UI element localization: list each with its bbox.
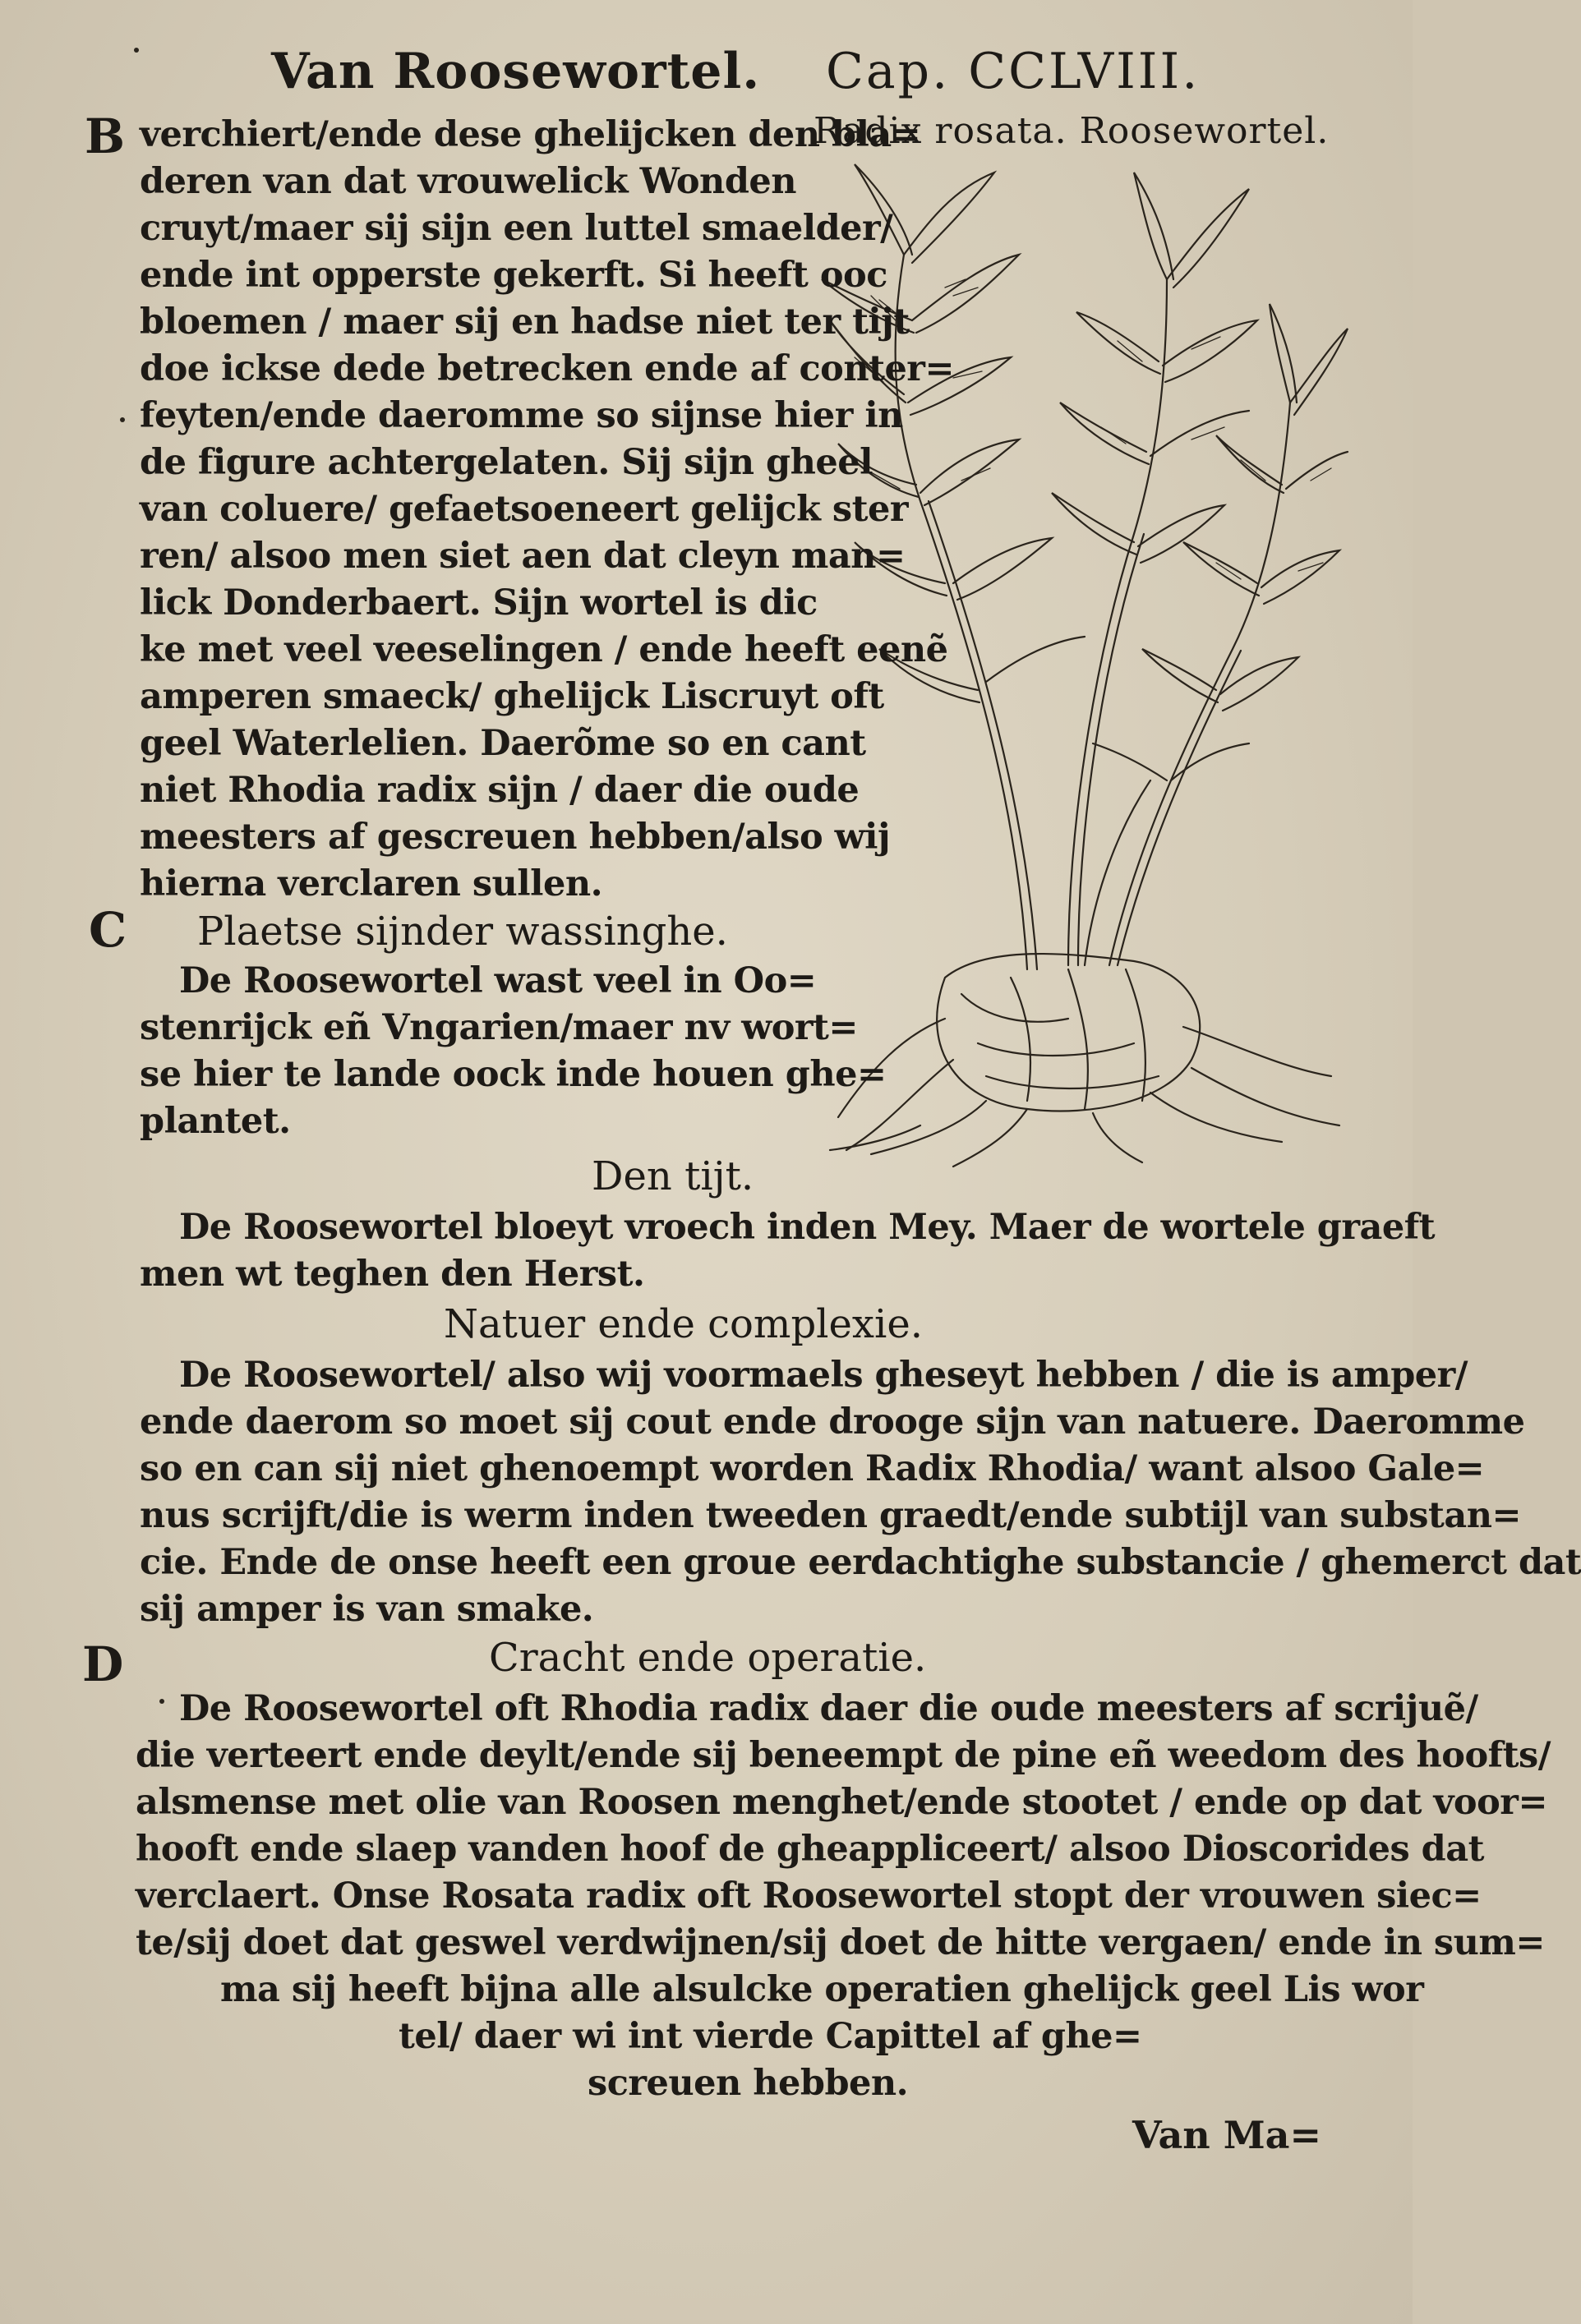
text-line: te/sij doet dat geswel verdwijnen/sij doet de hitte vergaen/ ende in sum= [136, 1922, 1545, 1963]
leaf-hatching [855, 279, 1331, 579]
text-line: cie. Ende de onse heeft een groue eerdachtighe substancie / ghemerct dat [140, 1542, 1581, 1583]
text-line: meesters af gescreuen hebben/also wij [140, 817, 891, 858]
text-line: ende int opperste gekerft. Si heeft ooc [140, 255, 887, 296]
text-line: verchiert/ende dese ghelijcken den bla= [140, 114, 921, 155]
text-line: verclaert. Onse Rosata radix oft Roosewortel stopt der vrouwen siec= [136, 1875, 1482, 1917]
text-line: nus scrijft/die is werm inden tweeden graedt/ende subtijl van substan= [140, 1495, 1521, 1536]
text-line: doe ickse dede betrecken ende af conter= [140, 348, 954, 389]
text-line: tel/ daer wi int vierde Capittel af ghe= [399, 2016, 1142, 2057]
text-line: screuen hebben. [588, 2063, 909, 2104]
text-line: geel Waterlelien. Daerõme so en cant [140, 723, 866, 764]
text-line: ende daerom so moet sij cout ende drooge sijn van natuere. Daeromme [140, 1401, 1525, 1443]
text-line: De Roosewortel wast veel in Oo= [179, 960, 817, 1001]
text-line: De Roosewortel/ also wij voormaels gheseyt hebben / die is amper/ [179, 1355, 1468, 1396]
text-line: deren van dat vrouwelick Wonden [140, 161, 797, 202]
figure-caption: Radix rosata. Roosewortel. [814, 110, 1330, 152]
text-line: stenrijck eñ Vngarien/maer nv wort= [140, 1007, 858, 1048]
text-line: se hier te lande oock inde houen ghe= [140, 1054, 887, 1095]
heading-natuer: Natuer ende complexie. [444, 1301, 924, 1347]
leaves [822, 164, 1348, 780]
catchword: Van Ma= [1132, 2113, 1321, 2157]
text-line: die verteert ende deylt/ende sij beneempt de pine eñ weedom des hoofts/ [136, 1735, 1551, 1776]
ink-speck [134, 48, 139, 53]
text-line: alsmense met olie van Roosen menghet/ende stootet / ende op dat voor= [136, 1782, 1547, 1823]
text-line: De Roosewortel bloeyt vroech inden Mey. Maer de wortele graeft [179, 1207, 1436, 1248]
text-line: lick Donderbaert. Sijn wortel is dic [140, 582, 818, 624]
text-line: plantet. [140, 1101, 291, 1142]
heading-den-tijt: Den tijt. [592, 1153, 754, 1199]
text-line: De Roosewortel oft Rhodia radix daer die oude meesters af scrijuẽ/ [179, 1688, 1478, 1729]
text-line: cruyt/maer sij sijn een luttel smaelder/ [140, 208, 893, 249]
text-line: van coluere/ gefaetsoeneert gelijck ster [140, 489, 908, 530]
stems [896, 255, 1290, 969]
text-line: de figure achtergelaten. Sij sijn gheel [140, 442, 873, 483]
running-head-title: Van Roosewortel. [271, 43, 761, 100]
heading-cracht: Cracht ende operatie. [489, 1635, 927, 1681]
ink-speck [120, 417, 125, 422]
text-line: bloemen / maer sij en hadse niet ter tijt [140, 301, 910, 343]
margin-letter-c: C [89, 902, 127, 958]
text-line: hierna verclaren sullen. [140, 863, 603, 904]
heading-plaetse: Plaetse sijnder wassinghe. [197, 909, 728, 955]
ink-speck [159, 1699, 164, 1704]
text-line: ma sij heeft bijna alle alsulcke operatien ghelijck geel Lis wor [220, 1969, 1424, 2010]
text-line: feyten/ende daeromme so sijnse hier in [140, 395, 903, 436]
text-line: ren/ alsoo men siet aen dat cleyn man= [140, 536, 906, 577]
text-line: sij amper is van smake. [140, 1589, 594, 1630]
margin-letter-b: B [85, 108, 126, 164]
text-line: men wt teghen den Herst. [140, 1254, 645, 1295]
margin-letter-d: D [82, 1636, 124, 1692]
text-line: amperen smaeck/ ghelijck Liscruyt oft [140, 676, 884, 717]
root-tuber [830, 954, 1339, 1167]
text-line: ke met veel veeselingen / ende heeft eenẽ [140, 629, 948, 670]
chapter-number: Cap. CCLVIII. [826, 43, 1201, 100]
text-line: niet Rhodia radix sijn / daer die oude [140, 770, 860, 811]
text-line: so en can sij niet ghenoempt worden Radix Rhodia/ want alsoo Gale= [140, 1448, 1485, 1489]
text-line: hooft ende slaep vanden hoof de gheappliceert/ alsoo Dioscorides dat [136, 1829, 1484, 1870]
